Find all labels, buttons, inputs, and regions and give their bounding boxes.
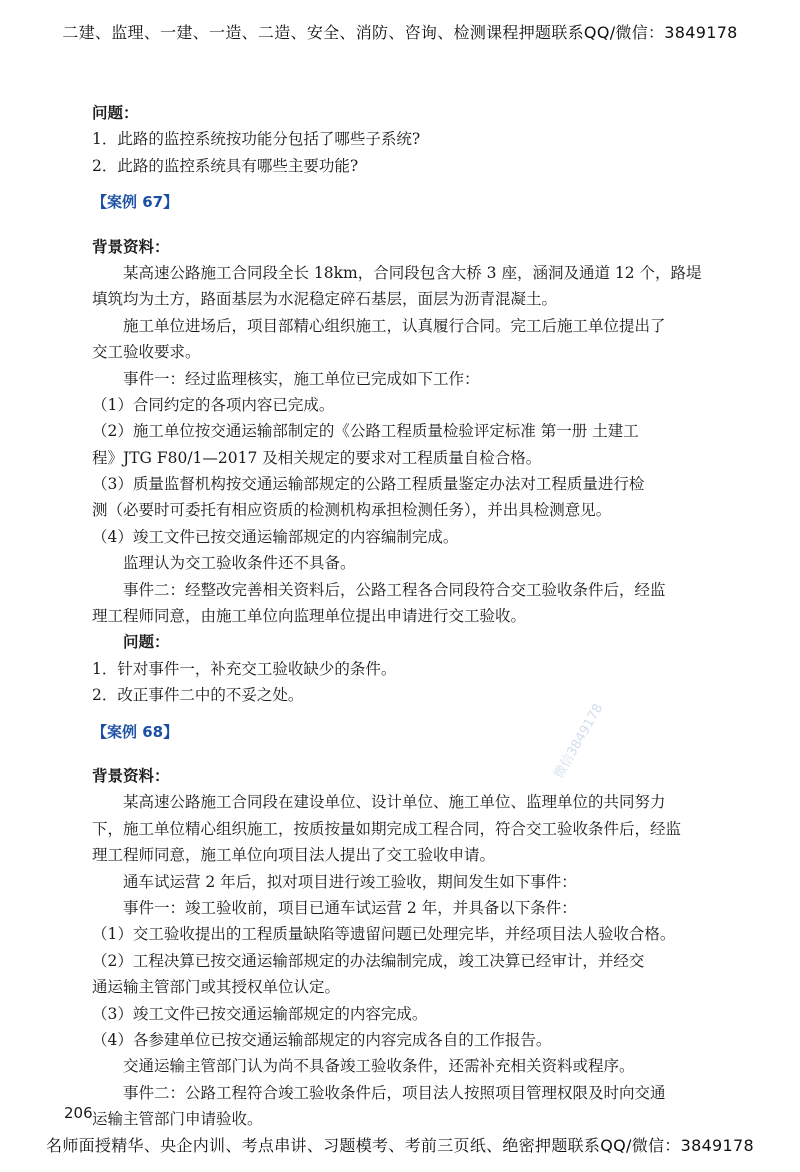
case-68-background-heading: 背景资料： xyxy=(92,765,170,785)
page-content xyxy=(92,100,712,1132)
case-67-line: 填筑均为土方，路面基层为水泥稳定碎石基层，面层为沥青混凝土。 xyxy=(92,290,558,309)
case-67-line: （3）质量监督机构按交通运输部规定的公路工程质量鉴定办法对工程质量进行检 xyxy=(92,475,645,494)
watermark: 微信3849178 xyxy=(551,701,607,782)
case-67-line: 理工程师同意，由施工单位向监理单位提出申请进行交工验收。 xyxy=(92,607,527,626)
case-67-question-2: 2．改正事件二中的不妥之处。 xyxy=(92,686,304,705)
footer-banner: 名师面授精华、央企内训、考点串讲、习题模考、考前三页纸、绝密押题联系QQ/微信：3849178 xyxy=(46,1136,754,1155)
case-67-line: 事件二：经整改完善相关资料后，公路工程各合同段符合交工验收条件后，经监 xyxy=(123,580,666,599)
case-68-line: 事件二：公路工程符合竣工验收条件后，项目法人按照项目管理权限及时向交通 xyxy=(123,1083,666,1102)
case-67-line: 某高速公路施工合同段全长 18km，合同段包含大桥 3 座，涵洞及通道 12 个，路堤 xyxy=(123,263,702,282)
case-68-line: 事件一：竣工验收前，项目已通车试运营 2 年，并具备以下条件： xyxy=(123,898,577,917)
case-67-line: （2）施工单位按交通运输部制定的《公路工程质量检验评定标准 第一册 土建工 xyxy=(92,422,639,441)
prev-question-1: 1．此路的监控系统按功能分包括了哪些子系统? xyxy=(92,130,421,149)
case-67-line: 监理认为交工验收条件还不具备。 xyxy=(123,554,356,573)
case-67-line: 程》JTG F80/1—2017 及相关规定的要求对工程质量自检合格。 xyxy=(92,448,542,467)
case-68-line: 通运输主管部门或其授权单位认定。 xyxy=(92,978,341,997)
case-67-line: 施工单位进场后，项目部精心组织施工，认真履行合同。完工后施工单位提出了 xyxy=(123,316,666,335)
case-67-background-heading: 背景资料： xyxy=(92,236,170,256)
case-68-line: 理工程师同意，施工单位向项目法人提出了交工验收申请。 xyxy=(92,846,496,865)
case-68-title: 【案例 68】 xyxy=(92,722,179,741)
case-68-line: 通车试运营 2 年后，拟对项目进行竣工验收，期间发生如下事件： xyxy=(123,872,577,891)
case-67-line: 事件一：经过监理核实，施工单位已完成如下工作： xyxy=(123,369,480,388)
case-67-questions-heading: 问题： xyxy=(123,632,170,652)
prev-questions-heading: 问题： xyxy=(92,103,139,122)
case-68-line: 交通运输主管部门认为尚不具备竣工验收条件，还需补充相关资料或程序。 xyxy=(123,1057,635,1076)
case-67-title: 【案例 67】 xyxy=(92,193,179,212)
case-67-line: 交工验收要求。 xyxy=(92,343,201,362)
case-67-line: （1）合同约定的各项内容已完成。 xyxy=(92,395,335,414)
case-68-line: （1）交工验收提出的工程质量缺陷等遗留问题已处理完毕，并经项目法人验收合格。 xyxy=(92,925,676,944)
prev-question-2: 2．此路的监控系统具有哪些主要功能? xyxy=(92,156,359,175)
case-68-line: 下，施工单位精心组织施工，按质按量如期完成工程合同，符合交工验收条件后，经监 xyxy=(92,819,682,838)
case-68-line: （2）工程决算已按交通运输部规定的办法编制完成，竣工决算已经审计，并经交 xyxy=(92,951,645,970)
case-68-line: 运输主管部门申请验收。 xyxy=(92,1110,263,1129)
case-68-line: 某高速公路施工合同段在建设单位、设计单位、施工单位、监理单位的共同努力 xyxy=(123,793,666,812)
case-68-line: （4）各参建单位已按交通运输部规定的内容完成各自的工作报告。 xyxy=(92,1030,552,1049)
header-banner: 二建、监理、一建、一造、二造、安全、消防、咨询、检测课程押题联系QQ/微信：3849178 xyxy=(62,23,738,42)
case-67-line: （4）竣工文件已按交通运输部规定的内容编制完成。 xyxy=(92,527,459,546)
page-number: 206 xyxy=(64,1104,93,1122)
case-68-line: （3）竣工文件已按交通运输部规定的内容完成。 xyxy=(92,1004,428,1023)
case-67-line: 测（必要时可委托有相应资质的检测机构承担检测任务），并出具检测意见。 xyxy=(92,501,612,520)
case-67-question-1: 1．针对事件一，补充交工验收缺少的条件。 xyxy=(92,659,397,678)
